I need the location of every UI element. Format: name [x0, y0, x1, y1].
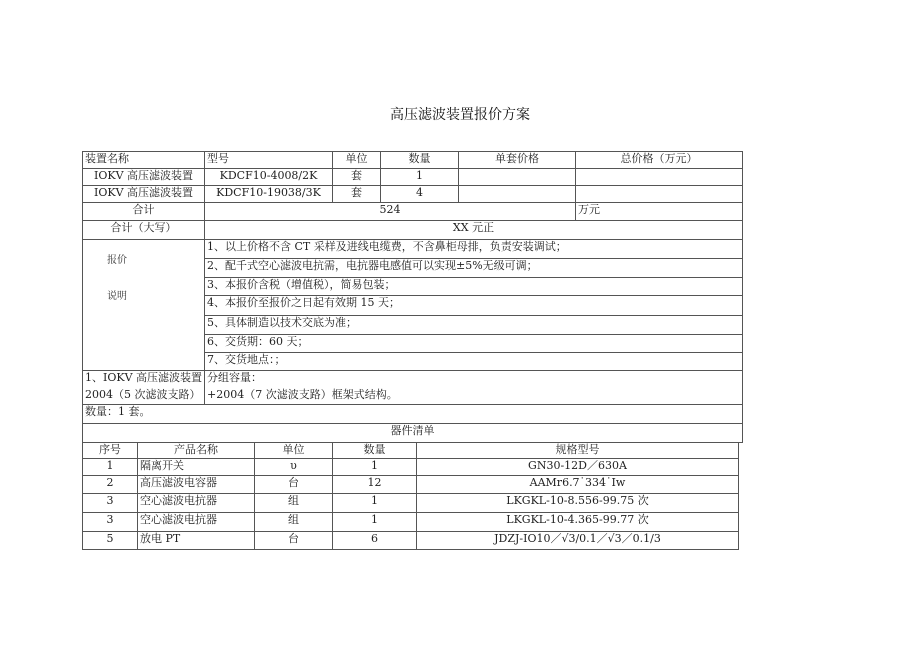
equipment-row-quantity: 6: [332, 531, 417, 550]
quote-row-unit: 套: [332, 185, 381, 203]
equipment-header-unit: 单位: [254, 442, 333, 459]
config-right-line1: 分组容量：: [207, 371, 262, 384]
quote-row-quantity: 1: [380, 168, 459, 186]
equipment-row-spec: LKGKL-10-8.556-99.75 次: [416, 493, 739, 513]
config-right-cell: [204, 370, 743, 405]
quote-row-device-name: IOKV 高压滤波装置: [82, 168, 205, 186]
total-label: 合计: [82, 202, 205, 221]
equipment-row-index: 3: [82, 512, 138, 532]
equipment-row-quantity: 1: [332, 458, 417, 476]
quote-row-model: KDCF10-19038/3K: [204, 185, 333, 203]
notes-label-line2: 说明: [107, 291, 127, 302]
header-unit-price: 单套价格: [458, 151, 576, 169]
equipment-row-unit: 组: [254, 512, 333, 532]
config-right-line2: +2004（7 次滤波支路）框架式结构。: [207, 388, 398, 402]
equipment-row-spec: JDZJ-IO10／√3/0.1／√3／0.1/3: [416, 531, 739, 550]
config-left-cell: [82, 370, 205, 405]
equipment-row-quantity: 1: [332, 512, 417, 532]
header-total-price: 总价格（万元）: [575, 151, 743, 169]
equipment-row-unit: 台: [254, 475, 333, 494]
equipment-row-index: 2: [82, 475, 138, 494]
total-caps-label: 合计（大写）: [82, 220, 205, 240]
note-item: 4、本报价至报价之日起有效期 15 天；: [204, 295, 743, 316]
note-item: 7、交货地点：；: [204, 352, 743, 371]
page-title: 高压滤波装置报价方案: [390, 107, 530, 123]
quote-row-unit-price: [458, 185, 576, 203]
equipment-header-index: 序号: [82, 442, 138, 459]
equipment-header-quantity: 数量: [332, 442, 417, 459]
total-value: 524: [204, 202, 576, 221]
notes-label-cell: [82, 239, 205, 371]
equipment-row-quantity: 1: [332, 493, 417, 513]
equipment-header-spec: 规格型号: [416, 442, 739, 459]
config-left-line1: 1、IOKV 高压滤波装置: [85, 371, 203, 384]
header-quantity: 数量: [380, 151, 459, 169]
quote-row-quantity: 4: [380, 185, 459, 203]
equipment-row-unit: 台: [254, 531, 333, 550]
equipment-row-product: 放电 PT: [137, 531, 255, 550]
equipment-row-index: 5: [82, 531, 138, 550]
quote-row-total-price: [575, 185, 743, 203]
equipment-row-product: 隔离开关: [137, 458, 255, 476]
equipment-row-quantity: 12: [332, 475, 417, 494]
note-item: 6、交货期：60 天；: [204, 334, 743, 353]
total-caps-value: XX 元正: [204, 220, 743, 240]
equipment-row-spec: GN30-12D／630Α: [416, 458, 739, 476]
quote-row-total-price: [575, 168, 743, 186]
total-unit: 万元: [575, 202, 743, 221]
quote-row-model: KDCF10-4008/2K: [204, 168, 333, 186]
equipment-row-product: 空心滤波电抗器: [137, 512, 255, 532]
quote-row-device-name: IOKV 高压滤波装置: [82, 185, 205, 203]
equipment-header-product: 产品名称: [137, 442, 255, 459]
equipment-list-title: 器件清单: [82, 423, 743, 443]
header-device-name: 装置名称: [82, 151, 205, 169]
equipment-row-unit: υ: [254, 458, 333, 476]
note-item: 1、以上价格不含 CT 采样及进线电缆费，不含鼻柜母排，负责安装调试；: [204, 239, 743, 259]
equipment-row-index: 1: [82, 458, 138, 476]
equipment-row-spec: LKGKL-10-4.365-99.77 次: [416, 512, 739, 532]
notes-label-line1: 报价: [107, 255, 127, 266]
equipment-row-spec: AAMr6.7˙334˙Iw: [416, 475, 739, 494]
equipment-row-index: 3: [82, 493, 138, 513]
equipment-row-unit: 组: [254, 493, 333, 513]
header-model: 型号: [204, 151, 333, 169]
config-left-line2: 2004（5 次滤波支路）: [85, 388, 201, 402]
quantity-line: 数量：1 套。: [82, 404, 743, 424]
note-item: 2、配千式空心滤波电抗需，电抗器电感值可以实现±5%无级可调；: [204, 258, 743, 278]
note-item: 5、具体制造以技术交底为准；: [204, 315, 743, 335]
quote-row-unit: 套: [332, 168, 381, 186]
note-item: 3、本报价含税（增值税），简易包装；: [204, 277, 743, 296]
equipment-row-product: 高压滤波电容器: [137, 475, 255, 494]
header-unit: 单位: [332, 151, 381, 169]
quote-row-unit-price: [458, 168, 576, 186]
equipment-row-product: 空心滤波电抗器: [137, 493, 255, 513]
